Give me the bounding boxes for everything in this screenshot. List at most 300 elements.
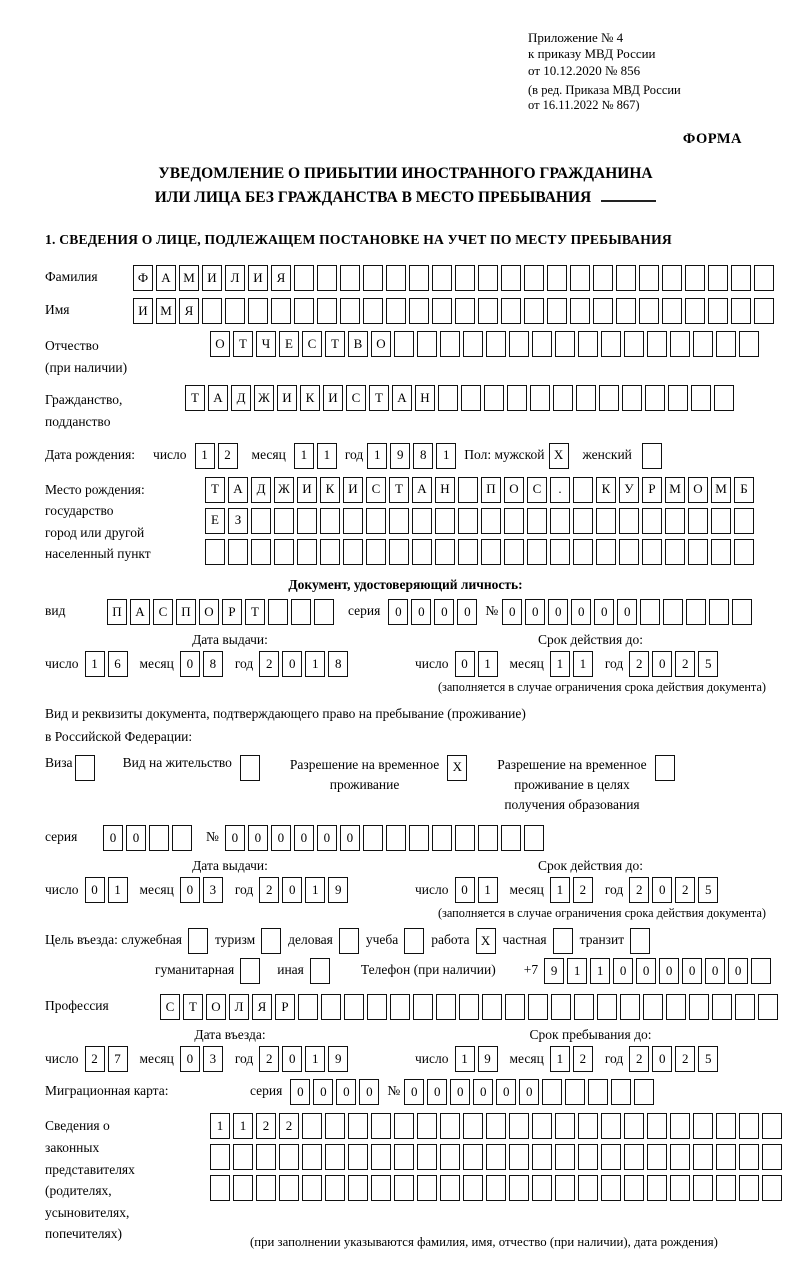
char-cell[interactable]	[530, 385, 550, 411]
char-cell[interactable]	[762, 1144, 782, 1170]
char-cell[interactable]: Ч	[256, 331, 276, 357]
char-cell[interactable]: 0	[594, 599, 614, 625]
char-cell[interactable]: Т	[325, 331, 345, 357]
char-cell[interactable]	[317, 298, 337, 324]
char-cell[interactable]	[601, 1144, 621, 1170]
char-cell[interactable]	[340, 298, 360, 324]
char-cell[interactable]	[762, 1113, 782, 1139]
char-cell[interactable]: О	[371, 331, 391, 357]
char-cell[interactable]	[417, 1175, 437, 1201]
char-cell[interactable]: 2	[259, 1046, 279, 1072]
char-cell[interactable]	[588, 1079, 608, 1105]
char-cell[interactable]	[501, 825, 521, 851]
char-cell[interactable]	[394, 1144, 414, 1170]
purpose-business-checkbox[interactable]	[339, 928, 359, 954]
char-cell[interactable]	[233, 1175, 253, 1201]
char-cell[interactable]: С	[366, 477, 386, 503]
char-cell[interactable]	[432, 265, 452, 291]
char-cell[interactable]	[663, 599, 683, 625]
char-cell[interactable]	[297, 508, 317, 534]
char-cell[interactable]: 0	[434, 599, 454, 625]
char-cell[interactable]	[693, 1144, 713, 1170]
char-cell[interactable]: 1	[233, 1113, 253, 1139]
char-cell[interactable]	[622, 385, 642, 411]
char-cell[interactable]	[555, 331, 575, 357]
char-cell[interactable]	[501, 265, 521, 291]
char-cell[interactable]: О	[199, 599, 219, 625]
char-cell[interactable]	[509, 1113, 529, 1139]
char-cell[interactable]	[463, 1113, 483, 1139]
char-cell[interactable]: 0	[388, 599, 408, 625]
char-cell[interactable]: 7	[108, 1046, 128, 1072]
char-cell[interactable]	[565, 1079, 585, 1105]
char-cell[interactable]: 0	[652, 1046, 672, 1072]
char-cell[interactable]: 2	[573, 1046, 593, 1072]
char-cell[interactable]: 0	[336, 1079, 356, 1105]
char-cell[interactable]: А	[412, 477, 432, 503]
char-cell[interactable]	[228, 539, 248, 565]
char-cell[interactable]: 1	[294, 443, 314, 469]
char-cell[interactable]: И	[202, 265, 222, 291]
char-cell[interactable]	[754, 298, 774, 324]
char-cell[interactable]	[670, 1175, 690, 1201]
char-cell[interactable]	[256, 1175, 276, 1201]
char-cell[interactable]	[371, 1113, 391, 1139]
char-cell[interactable]	[417, 1113, 437, 1139]
char-cell[interactable]	[504, 508, 524, 534]
char-cell[interactable]	[754, 265, 774, 291]
char-cell[interactable]	[734, 539, 754, 565]
char-cell[interactable]	[524, 825, 544, 851]
char-cell[interactable]	[668, 385, 688, 411]
char-cell[interactable]: 0	[290, 1079, 310, 1105]
char-cell[interactable]: 5	[698, 877, 718, 903]
char-cell[interactable]: 2	[629, 877, 649, 903]
char-cell[interactable]	[739, 1144, 759, 1170]
char-cell[interactable]	[527, 539, 547, 565]
char-cell[interactable]	[665, 508, 685, 534]
sex-male-checkbox[interactable]: X	[549, 443, 569, 469]
char-cell[interactable]	[709, 599, 729, 625]
char-cell[interactable]	[547, 298, 567, 324]
char-cell[interactable]	[149, 825, 169, 851]
char-cell[interactable]	[555, 1144, 575, 1170]
char-cell[interactable]	[662, 265, 682, 291]
char-cell[interactable]	[640, 599, 660, 625]
char-cell[interactable]	[478, 265, 498, 291]
char-cell[interactable]: 2	[573, 877, 593, 903]
char-cell[interactable]	[432, 825, 452, 851]
char-cell[interactable]	[413, 994, 433, 1020]
char-cell[interactable]	[279, 1175, 299, 1201]
char-cell[interactable]: Я	[271, 265, 291, 291]
char-cell[interactable]	[578, 1144, 598, 1170]
char-cell[interactable]	[320, 508, 340, 534]
char-cell[interactable]: 0	[313, 1079, 333, 1105]
char-cell[interactable]	[458, 508, 478, 534]
char-cell[interactable]: Т	[183, 994, 203, 1020]
char-cell[interactable]	[716, 1175, 736, 1201]
char-cell[interactable]: Я	[179, 298, 199, 324]
char-cell[interactable]: А	[130, 599, 150, 625]
char-cell[interactable]: 1	[195, 443, 215, 469]
char-cell[interactable]: Д	[231, 385, 251, 411]
char-cell[interactable]	[731, 298, 751, 324]
char-cell[interactable]	[440, 331, 460, 357]
char-cell[interactable]: 0	[180, 1046, 200, 1072]
char-cell[interactable]: 1	[305, 651, 325, 677]
char-cell[interactable]	[645, 385, 665, 411]
char-cell[interactable]	[693, 1113, 713, 1139]
char-cell[interactable]: 1	[590, 958, 610, 984]
char-cell[interactable]: 0	[525, 599, 545, 625]
char-cell[interactable]: 9	[328, 1046, 348, 1072]
char-cell[interactable]	[482, 994, 502, 1020]
char-cell[interactable]: 1	[305, 877, 325, 903]
char-cell[interactable]	[463, 331, 483, 357]
char-cell[interactable]: 0	[502, 599, 522, 625]
char-cell[interactable]	[210, 1144, 230, 1170]
char-cell[interactable]: 0	[282, 877, 302, 903]
char-cell[interactable]	[550, 539, 570, 565]
char-cell[interactable]: Л	[229, 994, 249, 1020]
char-cell[interactable]: 0	[317, 825, 337, 851]
char-cell[interactable]	[363, 825, 383, 851]
char-cell[interactable]	[551, 994, 571, 1020]
char-cell[interactable]	[547, 265, 567, 291]
char-cell[interactable]: 1	[210, 1113, 230, 1139]
char-cell[interactable]	[409, 825, 429, 851]
char-cell[interactable]	[409, 298, 429, 324]
char-cell[interactable]: Д	[251, 477, 271, 503]
char-cell[interactable]	[647, 1113, 667, 1139]
char-cell[interactable]	[459, 994, 479, 1020]
char-cell[interactable]	[739, 331, 759, 357]
char-cell[interactable]	[371, 1144, 391, 1170]
char-cell[interactable]	[371, 1175, 391, 1201]
char-cell[interactable]: З	[228, 508, 248, 534]
char-cell[interactable]: 2	[259, 651, 279, 677]
char-cell[interactable]	[279, 1144, 299, 1170]
char-cell[interactable]: 1	[573, 651, 593, 677]
char-cell[interactable]: 0	[126, 825, 146, 851]
char-cell[interactable]	[616, 265, 636, 291]
char-cell[interactable]	[225, 298, 245, 324]
char-cell[interactable]	[501, 298, 521, 324]
char-cell[interactable]	[251, 508, 271, 534]
char-cell[interactable]: 1	[550, 1046, 570, 1072]
char-cell[interactable]	[274, 539, 294, 565]
char-cell[interactable]: С	[302, 331, 322, 357]
char-cell[interactable]	[688, 508, 708, 534]
char-cell[interactable]: 9	[544, 958, 564, 984]
char-cell[interactable]	[321, 994, 341, 1020]
char-cell[interactable]: 9	[478, 1046, 498, 1072]
char-cell[interactable]: А	[208, 385, 228, 411]
char-cell[interactable]	[670, 1113, 690, 1139]
char-cell[interactable]	[601, 1113, 621, 1139]
char-cell[interactable]	[555, 1113, 575, 1139]
purpose-private-checkbox[interactable]	[553, 928, 573, 954]
char-cell[interactable]: Р	[275, 994, 295, 1020]
char-cell[interactable]	[624, 1175, 644, 1201]
char-cell[interactable]	[274, 508, 294, 534]
char-cell[interactable]: Н	[415, 385, 435, 411]
char-cell[interactable]: 0	[636, 958, 656, 984]
char-cell[interactable]	[251, 539, 271, 565]
char-cell[interactable]	[686, 599, 706, 625]
char-cell[interactable]: 0	[652, 877, 672, 903]
char-cell[interactable]: .	[550, 477, 570, 503]
char-cell[interactable]	[486, 331, 506, 357]
temp-residence-edu-checkbox[interactable]	[655, 755, 675, 781]
char-cell[interactable]: 1	[455, 1046, 475, 1072]
char-cell[interactable]: С	[527, 477, 547, 503]
char-cell[interactable]: Ж	[274, 477, 294, 503]
char-cell[interactable]: М	[711, 477, 731, 503]
char-cell[interactable]	[601, 1175, 621, 1201]
char-cell[interactable]	[620, 994, 640, 1020]
char-cell[interactable]	[712, 994, 732, 1020]
char-cell[interactable]	[576, 385, 596, 411]
char-cell[interactable]: Ф	[133, 265, 153, 291]
char-cell[interactable]: 0	[473, 1079, 493, 1105]
char-cell[interactable]: 1	[317, 443, 337, 469]
char-cell[interactable]	[574, 994, 594, 1020]
char-cell[interactable]: И	[323, 385, 343, 411]
char-cell[interactable]: 0	[404, 1079, 424, 1105]
char-cell[interactable]	[528, 994, 548, 1020]
char-cell[interactable]: 2	[629, 1046, 649, 1072]
char-cell[interactable]: 0	[85, 877, 105, 903]
char-cell[interactable]	[509, 331, 529, 357]
char-cell[interactable]: И	[343, 477, 363, 503]
char-cell[interactable]: 0	[450, 1079, 470, 1105]
char-cell[interactable]	[714, 385, 734, 411]
char-cell[interactable]: 0	[617, 599, 637, 625]
char-cell[interactable]: 0	[496, 1079, 516, 1105]
char-cell[interactable]	[440, 1144, 460, 1170]
char-cell[interactable]	[624, 1113, 644, 1139]
char-cell[interactable]	[642, 539, 662, 565]
char-cell[interactable]: 0	[180, 651, 200, 677]
char-cell[interactable]: 0	[340, 825, 360, 851]
char-cell[interactable]: 0	[282, 1046, 302, 1072]
char-cell[interactable]	[172, 825, 192, 851]
char-cell[interactable]	[573, 508, 593, 534]
char-cell[interactable]	[481, 508, 501, 534]
char-cell[interactable]: 0	[519, 1079, 539, 1105]
char-cell[interactable]	[233, 1144, 253, 1170]
char-cell[interactable]	[298, 994, 318, 1020]
char-cell[interactable]: 0	[571, 599, 591, 625]
char-cell[interactable]	[455, 265, 475, 291]
char-cell[interactable]	[348, 1144, 368, 1170]
visa-checkbox[interactable]	[75, 755, 95, 781]
char-cell[interactable]	[366, 539, 386, 565]
char-cell[interactable]: 0	[728, 958, 748, 984]
char-cell[interactable]: С	[160, 994, 180, 1020]
char-cell[interactable]: 0	[682, 958, 702, 984]
char-cell[interactable]	[527, 508, 547, 534]
char-cell[interactable]	[532, 1175, 552, 1201]
char-cell[interactable]	[685, 298, 705, 324]
char-cell[interactable]: Л	[225, 265, 245, 291]
char-cell[interactable]	[458, 477, 478, 503]
char-cell[interactable]: 5	[698, 651, 718, 677]
char-cell[interactable]: 1	[108, 877, 128, 903]
char-cell[interactable]: 1	[367, 443, 387, 469]
char-cell[interactable]	[624, 1144, 644, 1170]
char-cell[interactable]: Е	[279, 331, 299, 357]
char-cell[interactable]: 1	[550, 877, 570, 903]
char-cell[interactable]	[578, 331, 598, 357]
char-cell[interactable]: 8	[203, 651, 223, 677]
char-cell[interactable]: 0	[705, 958, 725, 984]
char-cell[interactable]	[325, 1113, 345, 1139]
char-cell[interactable]: 0	[180, 877, 200, 903]
char-cell[interactable]	[507, 385, 527, 411]
char-cell[interactable]	[486, 1144, 506, 1170]
char-cell[interactable]	[619, 539, 639, 565]
char-cell[interactable]	[542, 1079, 562, 1105]
char-cell[interactable]: 1	[567, 958, 587, 984]
char-cell[interactable]: И	[248, 265, 268, 291]
char-cell[interactable]: 0	[271, 825, 291, 851]
char-cell[interactable]	[390, 994, 410, 1020]
char-cell[interactable]	[611, 1079, 631, 1105]
char-cell[interactable]	[340, 265, 360, 291]
char-cell[interactable]: 1	[550, 651, 570, 677]
char-cell[interactable]	[363, 265, 383, 291]
char-cell[interactable]: У	[619, 477, 639, 503]
char-cell[interactable]	[532, 331, 552, 357]
char-cell[interactable]	[665, 539, 685, 565]
char-cell[interactable]	[344, 994, 364, 1020]
char-cell[interactable]	[532, 1113, 552, 1139]
char-cell[interactable]: Т	[389, 477, 409, 503]
char-cell[interactable]	[662, 298, 682, 324]
char-cell[interactable]	[394, 1175, 414, 1201]
char-cell[interactable]	[642, 508, 662, 534]
char-cell[interactable]	[578, 1175, 598, 1201]
char-cell[interactable]	[716, 1144, 736, 1170]
char-cell[interactable]	[271, 298, 291, 324]
char-cell[interactable]: 0	[457, 599, 477, 625]
char-cell[interactable]: 8	[328, 651, 348, 677]
purpose-official-checkbox[interactable]	[188, 928, 208, 954]
char-cell[interactable]: И	[133, 298, 153, 324]
char-cell[interactable]: К	[300, 385, 320, 411]
char-cell[interactable]	[438, 385, 458, 411]
char-cell[interactable]	[573, 477, 593, 503]
char-cell[interactable]	[751, 958, 771, 984]
char-cell[interactable]	[268, 599, 288, 625]
char-cell[interactable]	[708, 265, 728, 291]
char-cell[interactable]	[555, 1175, 575, 1201]
char-cell[interactable]	[440, 1175, 460, 1201]
char-cell[interactable]	[711, 539, 731, 565]
char-cell[interactable]: 6	[108, 651, 128, 677]
char-cell[interactable]	[716, 1113, 736, 1139]
char-cell[interactable]	[386, 825, 406, 851]
char-cell[interactable]: 0	[652, 651, 672, 677]
purpose-other-checkbox[interactable]	[310, 958, 330, 984]
char-cell[interactable]: Т	[245, 599, 265, 625]
char-cell[interactable]: 0	[359, 1079, 379, 1105]
char-cell[interactable]	[389, 508, 409, 534]
char-cell[interactable]	[484, 385, 504, 411]
char-cell[interactable]: 1	[436, 443, 456, 469]
char-cell[interactable]	[573, 539, 593, 565]
char-cell[interactable]: Я	[252, 994, 272, 1020]
char-cell[interactable]: М	[179, 265, 199, 291]
char-cell[interactable]	[486, 1113, 506, 1139]
char-cell[interactable]: С	[346, 385, 366, 411]
char-cell[interactable]	[432, 298, 452, 324]
char-cell[interactable]	[616, 298, 636, 324]
char-cell[interactable]: С	[153, 599, 173, 625]
char-cell[interactable]	[532, 1144, 552, 1170]
char-cell[interactable]	[639, 298, 659, 324]
char-cell[interactable]: 0	[103, 825, 123, 851]
char-cell[interactable]	[643, 994, 663, 1020]
char-cell[interactable]: К	[320, 477, 340, 503]
char-cell[interactable]	[320, 539, 340, 565]
char-cell[interactable]	[685, 265, 705, 291]
char-cell[interactable]	[732, 599, 752, 625]
char-cell[interactable]	[570, 265, 590, 291]
char-cell[interactable]	[435, 508, 455, 534]
char-cell[interactable]: Е	[205, 508, 225, 534]
char-cell[interactable]	[578, 1113, 598, 1139]
char-cell[interactable]: П	[481, 477, 501, 503]
char-cell[interactable]	[634, 1079, 654, 1105]
char-cell[interactable]	[436, 994, 456, 1020]
char-cell[interactable]: 2	[259, 877, 279, 903]
char-cell[interactable]	[394, 1113, 414, 1139]
char-cell[interactable]	[435, 539, 455, 565]
char-cell[interactable]: 2	[675, 651, 695, 677]
char-cell[interactable]	[412, 539, 432, 565]
char-cell[interactable]: Б	[734, 477, 754, 503]
residence-permit-checkbox[interactable]	[240, 755, 260, 781]
char-cell[interactable]	[440, 1113, 460, 1139]
char-cell[interactable]	[463, 1175, 483, 1201]
char-cell[interactable]	[596, 508, 616, 534]
char-cell[interactable]	[524, 265, 544, 291]
char-cell[interactable]	[386, 265, 406, 291]
char-cell[interactable]: 0	[282, 651, 302, 677]
char-cell[interactable]: 9	[390, 443, 410, 469]
char-cell[interactable]	[463, 1144, 483, 1170]
char-cell[interactable]: Р	[642, 477, 662, 503]
char-cell[interactable]: 1	[305, 1046, 325, 1072]
char-cell[interactable]: 0	[455, 877, 475, 903]
char-cell[interactable]	[248, 298, 268, 324]
char-cell[interactable]	[481, 539, 501, 565]
char-cell[interactable]: 0	[427, 1079, 447, 1105]
purpose-work-checkbox[interactable]: X	[476, 928, 496, 954]
char-cell[interactable]	[688, 539, 708, 565]
char-cell[interactable]: 5	[698, 1046, 718, 1072]
char-cell[interactable]: М	[665, 477, 685, 503]
char-cell[interactable]: 2	[675, 1046, 695, 1072]
char-cell[interactable]	[461, 385, 481, 411]
char-cell[interactable]	[366, 508, 386, 534]
char-cell[interactable]	[256, 1144, 276, 1170]
char-cell[interactable]	[417, 331, 437, 357]
